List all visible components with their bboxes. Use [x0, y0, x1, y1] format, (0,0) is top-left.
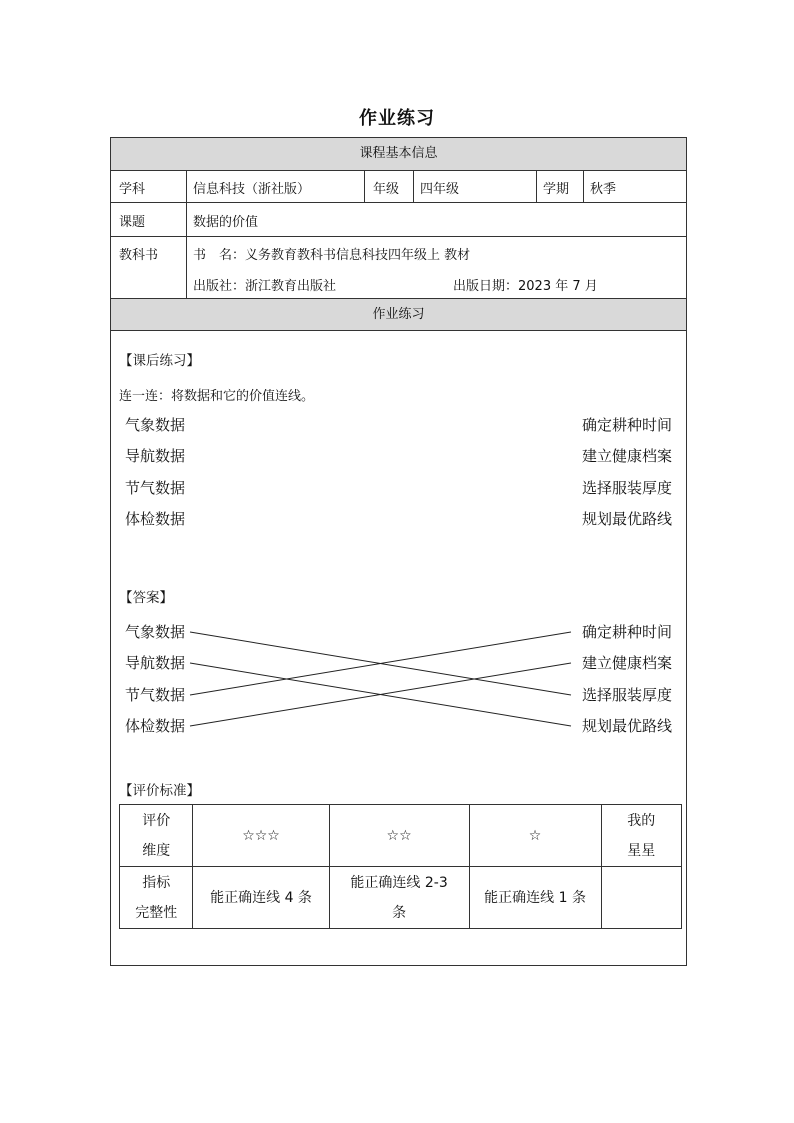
- grade-value: 四年级: [420, 182, 460, 197]
- right-item-3: 选择服装厚度: [581, 479, 672, 497]
- header-two-stars: ☆☆: [329, 805, 469, 867]
- subject-value: 信息科技（浙社版）: [193, 182, 311, 197]
- left-item-2: 导航数据: [125, 447, 186, 465]
- worksheet-frame: [110, 137, 687, 966]
- term-value: 秋季: [590, 182, 617, 197]
- answer-right-item-1: 确定耕种时间: [581, 623, 672, 641]
- topic-value: 数据的价值: [193, 215, 259, 230]
- after-class-label: 【课后练习】: [119, 353, 200, 369]
- subject-label: 学科: [119, 182, 146, 197]
- answer-right-item-3: 选择服装厚度: [581, 686, 672, 704]
- right-item-1: 确定耕种时间: [581, 416, 672, 434]
- publish-date: 出版日期：2023 年 7 月: [453, 279, 598, 294]
- left-item-4: 体检数据: [125, 510, 186, 528]
- left-item-1: 气象数据: [125, 416, 186, 434]
- answer-right-item-2: 建立健康档案: [581, 654, 672, 672]
- grade-label: 年级: [373, 182, 400, 197]
- row-two-stars: 能正确连线 2-3 条: [329, 867, 469, 929]
- course-info-header: 课程基本信息: [111, 138, 686, 170]
- row-my-stars[interactable]: [601, 867, 681, 929]
- evaluation-table: [119, 804, 682, 929]
- instruction: 连一连：将数据和它的价值连线。: [119, 389, 315, 404]
- term-label: 学期: [543, 182, 570, 197]
- answer-left-item-3: 节气数据: [125, 686, 186, 704]
- header-dimension: 评价 维度: [120, 805, 193, 867]
- answer-left-item-1: 气象数据: [125, 623, 186, 641]
- row-one-star: 能正确连线 1 条: [469, 867, 601, 929]
- row-three-stars: 能正确连线 4 条: [193, 867, 329, 929]
- exercise-header: 作业练习: [111, 299, 686, 330]
- header-my-stars: 我的 星星: [601, 805, 681, 867]
- publisher: 出版社：浙江教育出版社: [193, 279, 337, 294]
- right-item-4: 规划最优路线: [581, 510, 672, 528]
- topic-label: 课题: [119, 215, 146, 230]
- answer-right-item-4: 规划最优路线: [581, 717, 672, 735]
- right-item-2: 建立健康档案: [581, 447, 672, 465]
- row-dimension: 指标 完整性: [120, 867, 193, 929]
- evaluation-label: 【评价标准】: [119, 783, 200, 799]
- answer-label: 【答案】: [119, 590, 173, 606]
- left-item-3: 节气数据: [125, 479, 186, 497]
- page-title: 作业练习: [359, 108, 435, 129]
- book-name: 书 名：义务教育教科书信息科技四年级上 教材: [193, 248, 471, 263]
- answer-left-item-2: 导航数据: [125, 654, 186, 672]
- answer-left-item-4: 体检数据: [125, 717, 186, 735]
- textbook-label: 教科书: [119, 248, 159, 263]
- header-one-star: ☆: [469, 805, 601, 867]
- header-three-stars: ☆☆☆: [193, 805, 329, 867]
